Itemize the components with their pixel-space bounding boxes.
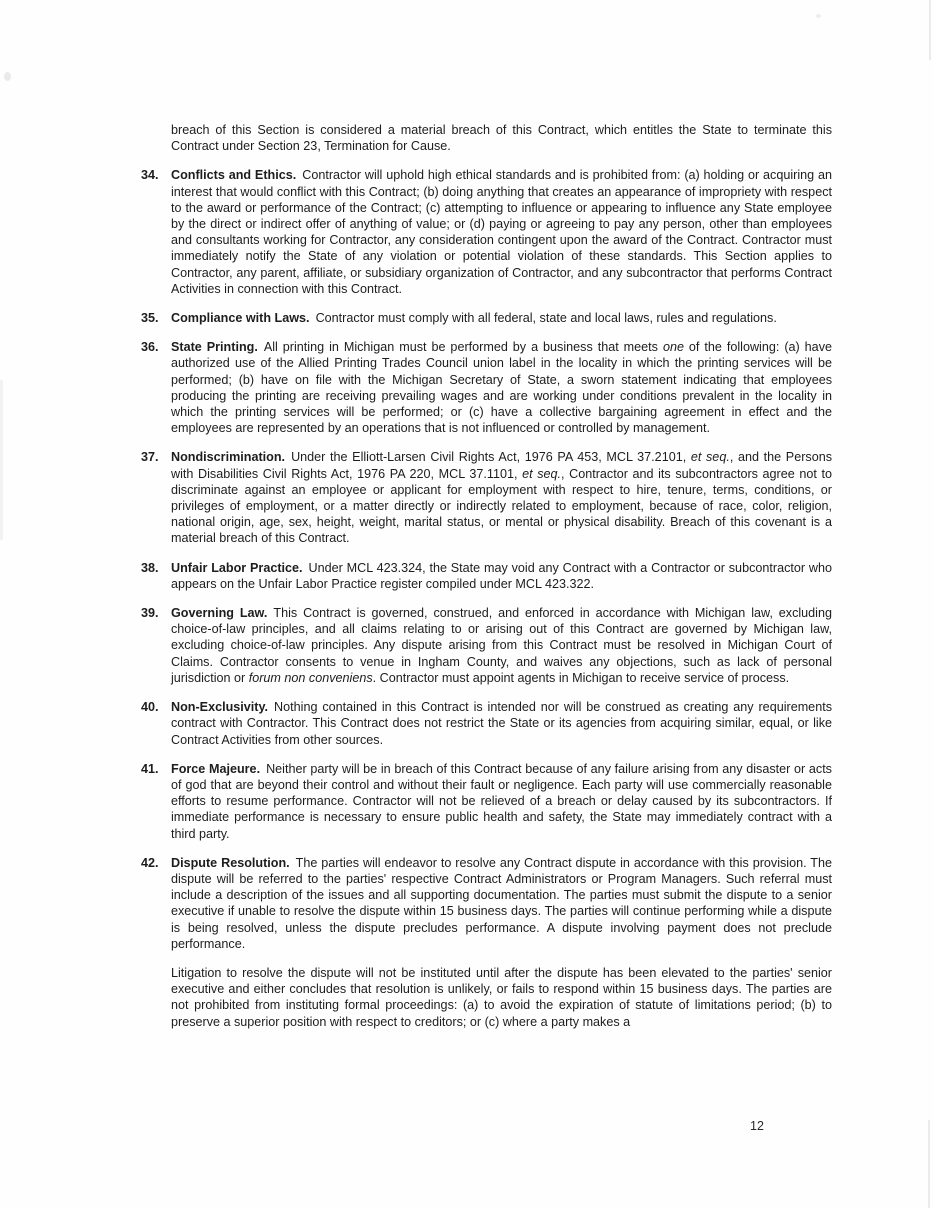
text-run: All printing in Michigan must be performed by a business that meets	[263, 340, 663, 355]
paragraph-text	[171, 855, 832, 952]
paragraph	[141, 122, 832, 154]
text-run: . Contractor must appoint agents in Michigan to receive service of process.	[372, 670, 790, 685]
text-run: Litigation to resolve the dispute will not be instituted until after the dispute has been elevated to the parties' senior executive and either concludes that resolution is unlikely, or fails to respond within 15 business days. The parties are not prohibited from instituting formal proceedings: (a) to avoid the expiration of statute of limitations period; (b) to preserve a superior position with respect to creditors; or (c) where a party makes a	[171, 965, 832, 1029]
section-40	[141, 699, 832, 748]
section-heading: Conflicts and Ethics.	[171, 168, 297, 183]
section-heading: Governing Law.	[171, 606, 268, 621]
paragraph-text	[171, 965, 832, 1030]
section-heading: State Printing.	[171, 340, 258, 355]
paragraph-text	[171, 560, 832, 592]
paragraph-text	[171, 339, 832, 436]
section-37	[141, 449, 832, 546]
paragraph	[141, 965, 832, 1030]
section-number: 38.	[141, 560, 159, 575]
page-number: 12	[750, 1119, 764, 1133]
scan-artifact	[0, 380, 3, 540]
text-run: Nothing contained in this Contract is intended nor will be construed as creating any requirements contract with Contractor. This Contract does not restrict the State or its agencies from acquiring similar, equal, or like Contract Activities from other sources.	[171, 700, 832, 747]
italic-text-run: et seq.	[522, 466, 561, 481]
scan-artifact	[929, 0, 931, 60]
section-number: 41.	[141, 761, 159, 776]
text-run: Contractor will uphold high ethical standards and is prohibited from: (a) holding or acquiring an interest that would conflict with this Contract; (b) doing anything that creates an appearance of impropriety with respect to the award or performance of the Contract; (c) attempting to influence or appearing to influence any State employee by the direct or indirect offer of anything of value; or (d) paying or agreeing to pay any person, other than employees and consultants working for Contractor, any consideration contingent upon the award of the Contract. Contractor must immediately notify the State of any violation or potential violation of these standards. This Section applies to Contractor, any parent, affiliate, or subsidiary organization of Contractor, and any subcontractor that performs Contract Activities in connection with this Contract.	[171, 168, 832, 296]
text-run: breach of this Section is considered a material breach of this Contract, which entitles the State to terminate this Contract under Section 23, Termination for Cause.	[171, 123, 832, 154]
section-34	[141, 167, 832, 297]
section-number: 35.	[141, 311, 159, 326]
paragraph-text	[171, 761, 832, 842]
scan-artifact	[4, 72, 11, 81]
section-heading: Compliance with Laws.	[171, 311, 310, 326]
paragraph-text	[171, 449, 832, 546]
text-run: , and the Persons with Disabilities Civil Rights Act, 1976 PA 220, MCL 37.1101,	[171, 450, 832, 481]
text-run: of the following: (a) have authorized use of the Allied Printing Trades Council union label in the locality in which the printing services will be performed; (b) have on file with the Michigan Secretary of State, a sworn statement indicating that employees producing the printing are receiving prevailing wages and are working under conditions prevalent in the locality in which the printing services will be performed; or (c) have a collective bargaining agreement in effect and the employees are represented by an operations that is not influenced or controlled by management.	[171, 340, 832, 436]
text-run: Neither party will be in breach of this Contract because of any failure arising from any disaster or acts of god that are beyond their control and without their fault or negligence. Each party will use commercially reasonable efforts to resume performance. Contractor will not be relieved of a breach or delay caused by its subcontractors. If immediate performance is necessary to ensure public health and safety, the State may immediately contract with a third party.	[171, 761, 832, 841]
section-number: 36.	[141, 340, 159, 355]
section-number: 34.	[141, 168, 159, 183]
section-number: 39.	[141, 606, 159, 621]
section-number	[141, 122, 171, 154]
paragraph-text	[171, 310, 832, 326]
section-36	[141, 339, 832, 436]
text-run: Contractor must comply with all federal, state and local laws, rules and regulations.	[315, 311, 777, 326]
text-run: This Contract is governed, construed, and enforced in accordance with Michigan law, excluding choice-of-law principles, and all claims relating to or arising out of this Contract are governed by Michigan law, excluding choice-of-law principles. Any dispute arising from this Contract must be resolved in Michigan Court of Claims. Contractor consents to venue in Ingham County, and waives any objections, such as lack of personal jurisdiction or	[171, 606, 832, 685]
section-number: 37.	[141, 450, 159, 465]
section-heading: Force Majeure.	[171, 761, 261, 776]
paragraph-text	[171, 699, 832, 748]
contract-body	[141, 122, 832, 1043]
section-heading: Dispute Resolution.	[171, 855, 290, 870]
section-number: 40.	[141, 700, 159, 715]
section-41	[141, 761, 832, 842]
paragraph-text	[171, 122, 832, 154]
section-heading: Non-Exclusivity.	[171, 700, 269, 715]
paragraph-text	[171, 605, 832, 686]
section-heading: Unfair Labor Practice.	[171, 560, 303, 575]
text-run: , Contractor and its subcontractors agree not to discriminate against an employee or applicant for employment with respect to hire, tenure, terms, conditions, or privileges of employment, or a matter directly or indirectly related to employment, because of race, color, religion, national origin, age, sex, height, weight, marital status, or mental or physical disability. Breach of this covenant is a material breach of this Contract.	[171, 466, 832, 546]
text-run: Under MCL 423.324, the State may void any Contract with a Contractor or subcontractor who appears on the Unfair Labor Practice register compiled under MCL 423.322.	[171, 560, 832, 591]
section-39	[141, 605, 832, 686]
italic-text-run: et seq.	[690, 450, 730, 465]
section-35	[141, 310, 832, 326]
section-42	[141, 855, 832, 952]
text-run: Under the Elliott-Larsen Civil Rights Act, 1976 PA 453, MCL 37.2101,	[291, 450, 691, 465]
italic-text-run: forum non conveniens	[248, 670, 373, 685]
text-run: The parties will endeavor to resolve any Contract dispute in accordance with this provision. The dispute will be referred to the parties' respective Contract Administrators or Program Managers. Such referral must include a description of the issues and all supporting documentation. The parties must submit the dispute to a senior executive if unable to resolve the dispute within 15 business days. The parties will continue performing while a dispute is being resolved, unless the dispute precludes performance. A dispute involving payment does not preclude performance.	[171, 855, 832, 951]
section-number	[141, 965, 171, 1030]
section-number: 42.	[141, 855, 159, 870]
scan-artifact	[928, 1120, 930, 1208]
paragraph-text	[171, 167, 832, 297]
section-heading: Nondiscrimination.	[171, 450, 286, 465]
scan-artifact	[816, 14, 821, 18]
section-38	[141, 560, 832, 592]
italic-text-run: one	[662, 340, 684, 355]
